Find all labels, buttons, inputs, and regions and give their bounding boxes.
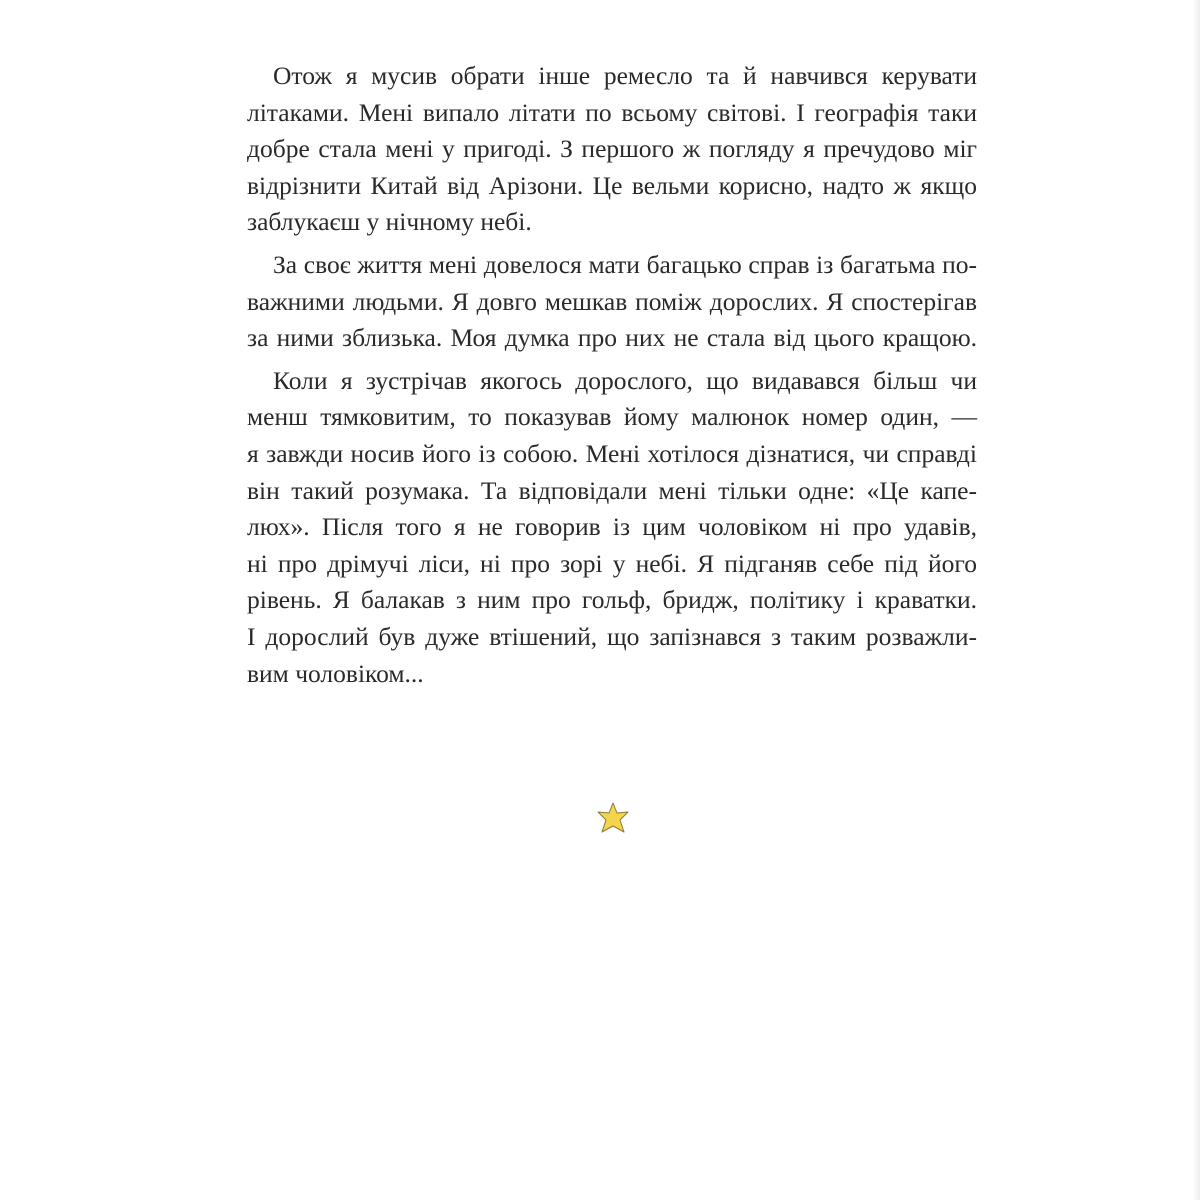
text-line: важними людьми. Я довго мешкав поміж дорослих. Я спостерігав (247, 286, 977, 316)
text-line: І дорослий був дуже втішений, що запізнався з таким розважли- (247, 621, 977, 651)
text-line: люх». Після того я не говорив із цим чоловіком ні про удавів, (247, 512, 977, 542)
paragraph-2 (247, 247, 977, 357)
text-line: менш тямковитим, то показував йому малюнок номер один, — (247, 402, 977, 432)
text-line: добре стала мені у пригоді. З першого ж погляду я пречудово міг (247, 134, 977, 164)
text-line: ні про дрімучі ліси, ні про зорі у небі. Я підганяв себе під його (247, 548, 977, 578)
text-line: я завжди носив його із собою. Мені хотілося дізнатися, чи справді (247, 438, 977, 468)
text-line: рівень. Я балакав з ним про гольф, бридж, політику і краватки. (247, 585, 977, 615)
text-line: відрізнити Китай від Арізони. Це вельми корисно, надто ж якщо (247, 170, 977, 200)
text-line: заблукаєш у нічному небі. (247, 207, 532, 237)
paragraph-1 (247, 58, 977, 241)
star-icon (593, 800, 633, 836)
text-line: За своє життя мені довелося мати багацько справ із багатьма по- (273, 249, 977, 279)
page-edge (1194, 0, 1200, 1200)
text-line: Коли я зустрічав якогось дорослого, що видавався більш чи (273, 365, 977, 395)
text-line: він такий розумака. Та відповідали мені тільки одне: «Це капе- (247, 475, 977, 505)
paragraph-3 (247, 363, 977, 692)
text-line: Отож я мусив обрати інше ремесло та й навчився керувати (273, 61, 977, 90)
text-line: вим чоловіком... (247, 658, 424, 688)
text-line: літаками. Мені випало літати по всьому світові. І географія таки (247, 97, 977, 127)
text-line: за ними зблизька. Моя думка про них не стала від цього кращою. (247, 323, 977, 353)
body-text (247, 58, 977, 692)
